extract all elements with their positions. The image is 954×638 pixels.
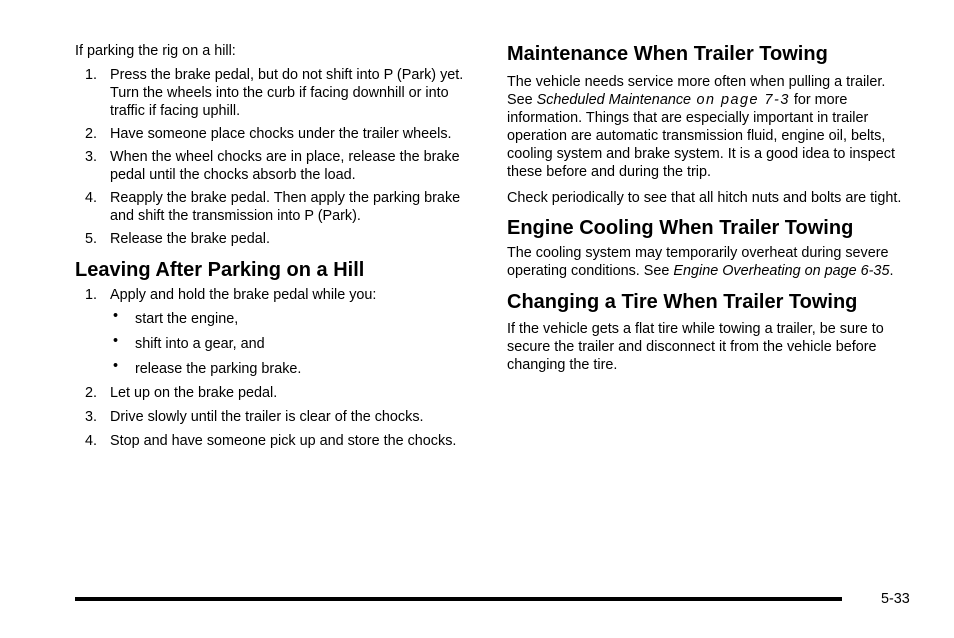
step-text: Release the brake pedal. xyxy=(110,231,271,247)
leaving-steps xyxy=(75,286,485,450)
footer-rule xyxy=(75,597,842,601)
bullet-item xyxy=(110,310,485,328)
maintenance-text: for more information. Things that are especially important in trailer operation are automatic transmission fluid, engine oil, belts, cooling system and brake system. It is a good idea to inspect these before and during the trip. xyxy=(507,92,895,180)
hitch-check-paragraph: Check periodically to see that all hitch nuts and bolts are tight. xyxy=(507,190,902,206)
hill-parking-intro: If parking the rig on a hill: xyxy=(75,43,236,59)
left-column xyxy=(75,0,485,450)
step-text: Press the brake pedal, but do not shift into P (Park) yet. Turn the wheels into the curb if facing downhill or into traffic if facing uphill. xyxy=(110,67,464,119)
engine-overheating-link[interactable]: Engine Overheating xyxy=(673,263,801,279)
bullet-glyph: • xyxy=(113,333,119,349)
tire-paragraph: If the vehicle gets a flat tire while towing a trailer, be sure to secure the trailer and disconnect it from the vehicle before changing the tire. xyxy=(507,321,884,373)
maintenance-heading: Maintenance When Trailer Towing xyxy=(507,43,828,65)
list-item xyxy=(75,432,485,450)
hill-parking-steps xyxy=(75,66,485,248)
step-text: Stop and have someone pick up and store the chocks. xyxy=(110,433,457,449)
cooling-paragraph xyxy=(507,244,907,280)
list-item xyxy=(75,189,485,225)
step-text: Let up on the brake pedal. xyxy=(110,385,278,401)
step-number: 1. xyxy=(85,67,98,83)
right-column xyxy=(507,0,907,374)
step-text: When the wheel chocks are in place, release the brake pedal until the chocks absorb the load. xyxy=(110,149,460,183)
step-number: 4. xyxy=(85,190,98,206)
page-reference[interactable]: on page 6-35 xyxy=(800,263,890,279)
cooling-heading: Engine Cooling When Trailer Towing xyxy=(507,217,854,239)
step-number: 3. xyxy=(85,409,98,425)
step-number: 1. xyxy=(85,287,98,303)
step-number: 2. xyxy=(85,126,98,142)
bullet-text: release the parking brake. xyxy=(135,361,302,377)
cooling-text: . xyxy=(889,263,894,279)
list-item xyxy=(75,66,485,120)
step-text: Apply and hold the brake pedal while you: xyxy=(110,287,377,303)
page-reference[interactable]: on page 7-3 xyxy=(691,92,790,108)
leaving-heading: Leaving After Parking on a Hill xyxy=(75,259,365,281)
scheduled-maintenance-link[interactable]: Scheduled Maintenance xyxy=(536,92,692,108)
step-number: 4. xyxy=(85,433,98,449)
step-number: 5. xyxy=(85,231,98,247)
tire-heading: Changing a Tire When Trailer Towing xyxy=(507,291,858,313)
list-item xyxy=(75,286,485,378)
list-item xyxy=(75,408,485,426)
list-item xyxy=(75,384,485,402)
step-text: Drive slowly until the trailer is clear of the chocks. xyxy=(110,409,424,425)
bullet-item xyxy=(110,335,485,353)
step-text: Reapply the brake pedal. Then apply the parking brake and shift the transmission into P (Park). xyxy=(110,190,461,224)
list-item xyxy=(75,230,485,248)
list-item xyxy=(75,148,485,184)
page-number: 5-33 xyxy=(881,591,910,607)
step-number: 2. xyxy=(85,385,98,401)
maintenance-paragraph xyxy=(507,73,907,181)
maintenance-text: The vehicle needs service more often when pulling a trailer. See xyxy=(507,74,886,108)
bullet-glyph: • xyxy=(113,308,119,324)
list-item xyxy=(75,125,485,143)
bullet-text: start the engine, xyxy=(135,311,239,327)
step-text: Have someone place chocks under the trailer wheels. xyxy=(110,126,452,142)
cooling-text: The cooling system may temporarily overheat during severe operating conditions. See xyxy=(507,245,889,279)
step-number: 3. xyxy=(85,149,98,165)
bullet-list xyxy=(110,310,485,378)
bullet-text: shift into a gear, and xyxy=(135,336,265,352)
bullet-glyph: • xyxy=(113,358,119,374)
bullet-item xyxy=(110,360,485,378)
